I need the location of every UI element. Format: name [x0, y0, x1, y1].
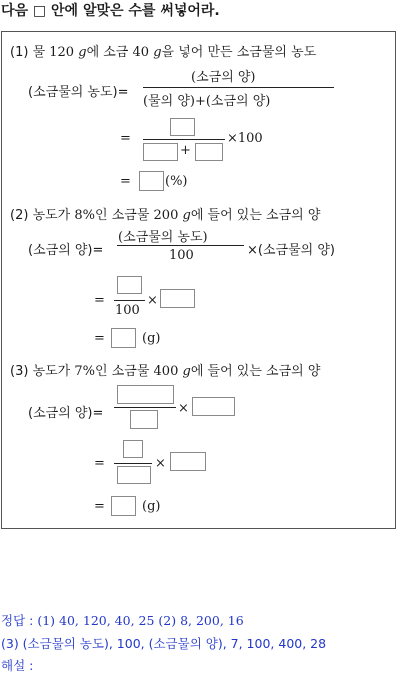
p2-eq-2: =	[94, 331, 105, 346]
p2-blank-concentration[interactable]	[117, 276, 142, 294]
p3-blank-denominator[interactable]	[130, 410, 158, 429]
p1-eq-1: =	[120, 131, 131, 146]
instruction: 다음 □ 안에 알맞은 수를 써넣어라.	[1, 3, 220, 19]
p1-blank-numerator[interactable]	[170, 118, 195, 136]
answer-text-1: (1) 40, 120, 40, 25 (2) 8, 200, 16	[37, 613, 244, 628]
p2-rhs: ×(소금물의 양)	[247, 243, 335, 258]
problem-1-statement: (1) 물 120 g에 소금 40 g을 넣어 만든 소금물의 농도	[10, 45, 317, 60]
problem-1-number: (1)	[10, 45, 29, 60]
p2-frac-denominator: 100	[169, 248, 194, 263]
p1-fraction-bar	[143, 87, 334, 88]
p2-eq-1: =	[94, 293, 105, 308]
problem-3-statement: (3) 농도가 7%인 소금물 400 g에 들어 있는 소금의 양	[10, 364, 321, 379]
p1-fraction-bar-2	[143, 139, 225, 140]
p3-blank-numerator[interactable]	[117, 385, 174, 404]
answer-line-2: (3) (소금물의 농도), 100, (소금물의 양), 7, 100, 400, 28	[1, 636, 327, 651]
p3-lhs: (소금의 양)=	[28, 406, 104, 421]
p3-times-2: ×	[155, 456, 166, 471]
p3-grams: (g)	[142, 499, 161, 514]
p1-blank-salt[interactable]	[195, 143, 223, 161]
p3-eq-1: =	[94, 456, 105, 471]
p2-lhs: (소금의 양)=	[28, 243, 104, 258]
p3-blank-concentration[interactable]	[123, 440, 143, 458]
p2-fraction-bar-2	[114, 300, 145, 301]
p3-blank-hundred[interactable]	[117, 466, 151, 484]
p1-blank-water[interactable]	[143, 143, 178, 161]
p2-blank-mass[interactable]	[160, 289, 195, 308]
p1-percent: (%)	[165, 174, 188, 189]
p1-lhs: (소금물의 농도)=	[28, 85, 129, 100]
answer-label: 정답 :	[1, 613, 34, 628]
p1-frac-denominator: (물의 양)+(소금의 양)	[143, 94, 271, 109]
p3-fraction-bar	[114, 407, 176, 408]
p1-frac-numerator: (소금의 양)	[191, 70, 256, 85]
p1-times-100: ×100	[227, 131, 263, 146]
problem-3-number: (3)	[10, 364, 29, 379]
explanation-label: 해설 :	[1, 658, 34, 673]
p3-blank-mass-2[interactable]	[170, 452, 206, 471]
p3-fraction-bar-2	[114, 463, 152, 464]
p1-plus: +	[180, 143, 191, 158]
p2-fraction-bar	[117, 245, 244, 246]
p2-frac-numerator: (소금물의 농도)	[118, 230, 208, 245]
p2-times: ×	[147, 293, 158, 308]
p3-eq-2: =	[94, 499, 105, 514]
problem-2-number: (2)	[10, 208, 29, 223]
p2-den-100: 100	[115, 303, 140, 318]
answer-line-1	[1, 611, 244, 629]
p2-blank-result[interactable]	[111, 328, 136, 348]
p3-times: ×	[178, 401, 189, 416]
p3-blank-result[interactable]	[111, 496, 136, 516]
p2-grams: (g)	[142, 331, 161, 346]
p1-eq-2: =	[120, 174, 131, 189]
p3-blank-mass[interactable]	[192, 397, 235, 416]
p1-blank-result[interactable]	[139, 171, 164, 191]
problem-2-statement: (2) 농도가 8%인 소금물 200 g에 들어 있는 소금의 양	[10, 208, 321, 223]
